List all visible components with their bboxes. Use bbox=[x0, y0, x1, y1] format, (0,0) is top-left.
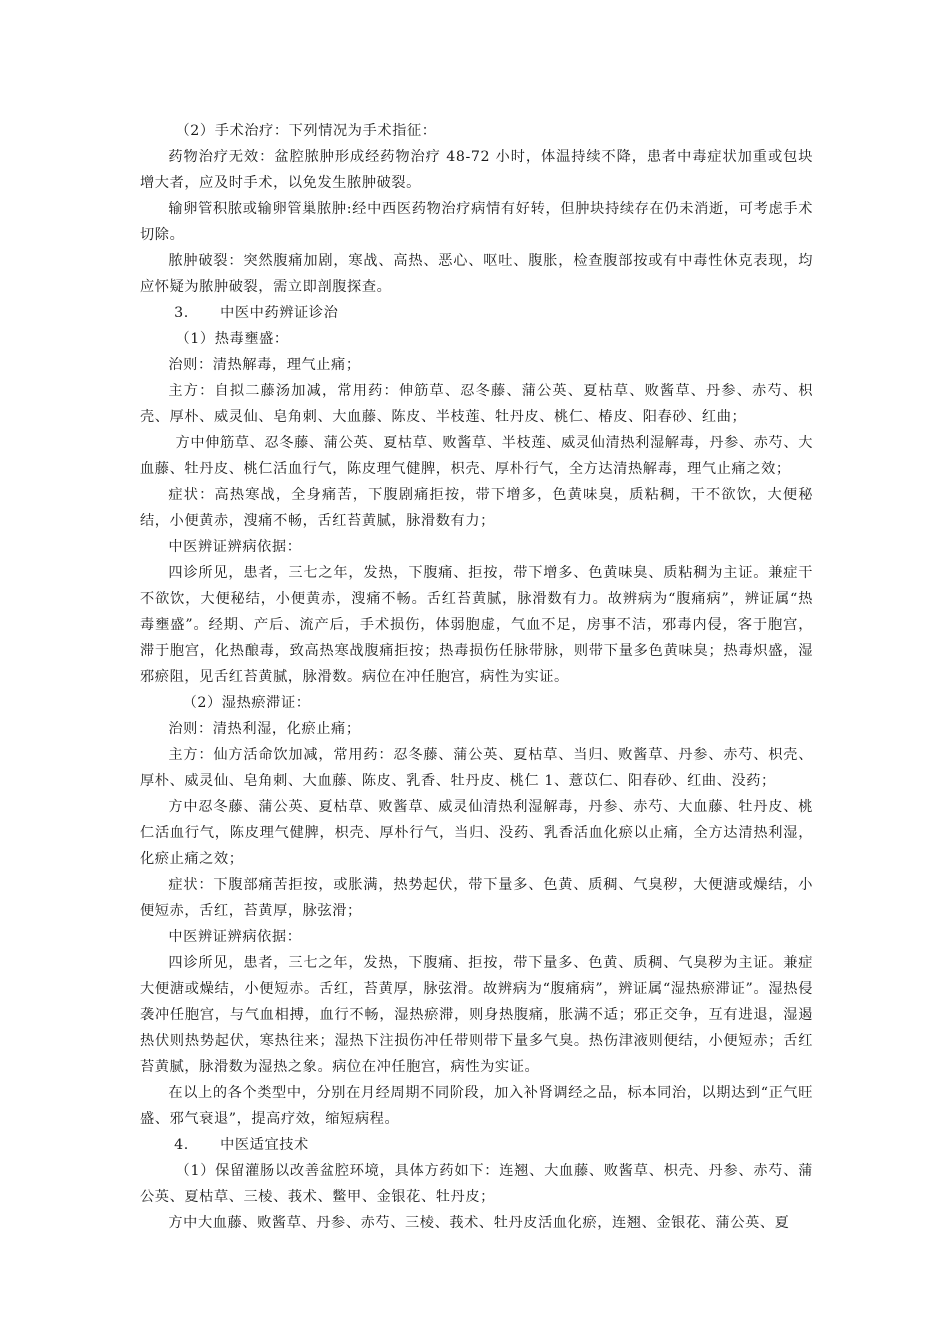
paragraph-surgery-heading: （2）手术治疗：下列情况为手术指征： bbox=[175, 123, 437, 139]
paragraph-main-formula-2: 主方：仙方活命饮加减，常用药：忍冬藤、蒲公英、夏枯草、当归、败酱草、丹参、赤芍、枳壳、厚朴、威灵仙、皂角刺、大血藤、陈皮、乳香、牡丹皮、桃仁 1、薏苡仁、阳春砂、红曲、没药； bbox=[140, 747, 813, 789]
paragraph-formula-analysis-1: 方中伸筋草、忍冬藤、蒲公英、夏枯草、败酱草、半枝莲、威灵仙清热利湿解毒，丹参、赤芍、大血藤、牡丹皮、桃仁活血行气，陈皮理气健脾，枳壳、厚朴行气，全方达清热解毒，理气止痛之效； bbox=[140, 435, 813, 477]
paragraph-enema: （1）保留灌肠以改善盆腔环境，具体方药如下：连翘、大血藤、败酱草、枳壳、丹参、赤芍、蒲公英、夏枯草、三棱、莪术、鳖甲、金银花、牡丹皮； bbox=[140, 1163, 813, 1205]
section-heading-3 bbox=[140, 300, 813, 326]
paragraph-main-formula-1: 主方：自拟二藤汤加减，常用药：伸筋草、忍冬藤、蒲公英、夏枯草、败酱草、丹参、赤芍、枳壳、厚朴、威灵仙、皂角刺、大血藤、陈皮、半枝莲、牡丹皮、桃仁、椿皮、阳春砂、红曲； bbox=[140, 383, 813, 425]
section-title: 中医中药辨证诊治 bbox=[220, 305, 339, 321]
paragraph-drug-ineffective: 药物治疗无效：盆腔脓肿形成经药物治疗 48-72 小时，体温持续不降，患者中毒症状加重或包块增大者，应及时手术，以免发生脓肿破裂。 bbox=[140, 149, 813, 191]
paragraph-diagnosis-basis-label-1: 中医辨证辨病依据： bbox=[168, 539, 302, 555]
paragraph-enema-analysis: 方中大血藤、败酱草、丹参、赤芍、三棱、莪术、牡丹皮活血化瘀，连翘、金银花、蒲公英、夏 bbox=[168, 1215, 790, 1231]
section-title: 中医适宜技术 bbox=[220, 1137, 309, 1153]
paragraph-diagnosis-basis-2: 四诊所见，患者，三七之年，发热，下腹痛、拒按，带下量多、色黄、质稠、气臭秽为主证。兼症大便溏或燥结，小便短赤。舌红，苔黄厚，脉弦滑。故辨病为“腹痛病”，辨证属“湿热瘀滞证”。湿热侵袭冲任胞宫，与气血相搏，血行不畅，湿热瘀滞，则身热腹痛，胀满不适；邪正交争，互有进退，湿遏热伏则热势起伏，寒热往来；湿热下注损伤冲任带则带下量多气臭。热伤津液则便结，小便短赤；舌红苔黄腻，脉滑数为湿热之象。病位在冲任胞宫，病性为实证。 bbox=[140, 955, 813, 1075]
section-number: 4. bbox=[174, 1137, 189, 1153]
paragraph-tubal-abscess: 输卵管积脓或输卵管巢脓肿:经中西医药物治疗病情有好转，但肿块持续存在仍未消逝，可考虑手术切除。 bbox=[140, 201, 813, 243]
subheading-damp-heat: （2）湿热瘀滞证： bbox=[182, 695, 311, 711]
paragraph-summary: 在以上的各个类型中，分别在月经周期不同阶段，加入补肾调经之品，标本同治，以期达到“正气旺盛、邪气衰退”，提高疗效，缩短病程。 bbox=[140, 1085, 813, 1127]
paragraph-treatment-principle-2: 治则：清热利湿，化瘀止痛； bbox=[168, 721, 361, 737]
paragraph-treatment-principle-1: 治则：清热解毒，理气止痛； bbox=[168, 357, 361, 373]
subheading-heat-toxin: （1）热毒壅盛： bbox=[175, 331, 289, 347]
document-body bbox=[140, 118, 813, 1236]
section-heading-4 bbox=[140, 1132, 813, 1158]
section-number: 3. bbox=[174, 305, 189, 321]
paragraph-formula-analysis-2: 方中忍冬藤、蒲公英、夏枯草、败酱草、威灵仙清热利湿解毒，丹参、赤芍、大血藤、牡丹皮、桃仁活血行气，陈皮理气健脾，枳壳、厚朴行气，当归、没药、乳香活血化瘀以止痛，全方达清热利湿，化瘀止痛之效； bbox=[140, 799, 813, 867]
paragraph-abscess-rupture: 脓肿破裂：突然腹痛加剧，寒战、高热、恶心、呕吐、腹胀，检查腹部按或有中毒性休克表现，均应怀疑为脓肿破裂，需立即剖腹探查。 bbox=[140, 253, 813, 295]
paragraph-symptoms-2: 症状：下腹部痛苦拒按，或胀满，热势起伏，带下量多、色黄、质稠、气臭秽，大便溏或燥结，小便短赤，舌红，苔黄厚，脉弦滑； bbox=[140, 877, 813, 919]
paragraph-symptoms-1: 症状：高热寒战，全身痛苦，下腹剧痛拒按，带下增多，色黄味臭，质粘稠，干不欲饮，大便秘结，小便黄赤，溲痛不畅，舌红苔黄腻，脉滑数有力； bbox=[140, 487, 813, 529]
paragraph-diagnosis-basis-label-2: 中医辨证辨病依据： bbox=[168, 929, 302, 945]
paragraph-diagnosis-basis-1: 四诊所见，患者，三七之年，发热，下腹痛、拒按，带下增多、色黄味臭、质粘稠为主证。兼症干不欲饮，大便秘结，小便黄赤，溲痛不畅。舌红苔黄腻，脉滑数有力。故辨病为“腹痛病”，辨证属“热毒壅盛”。经期、产后、流产后，手术损伤，体弱胞虚，气血不足，房事不洁，邪毒内侵，客于胞宫，滞于胞宫，化热酿毒，致高热寒战腹痛拒按；热毒损伤任脉带脉，则带下量多色黄味臭；热毒炽盛，湿邪瘀阻，见舌红苔黄腻，脉滑数。病位在冲任胞宫，病性为实证。 bbox=[140, 565, 813, 685]
